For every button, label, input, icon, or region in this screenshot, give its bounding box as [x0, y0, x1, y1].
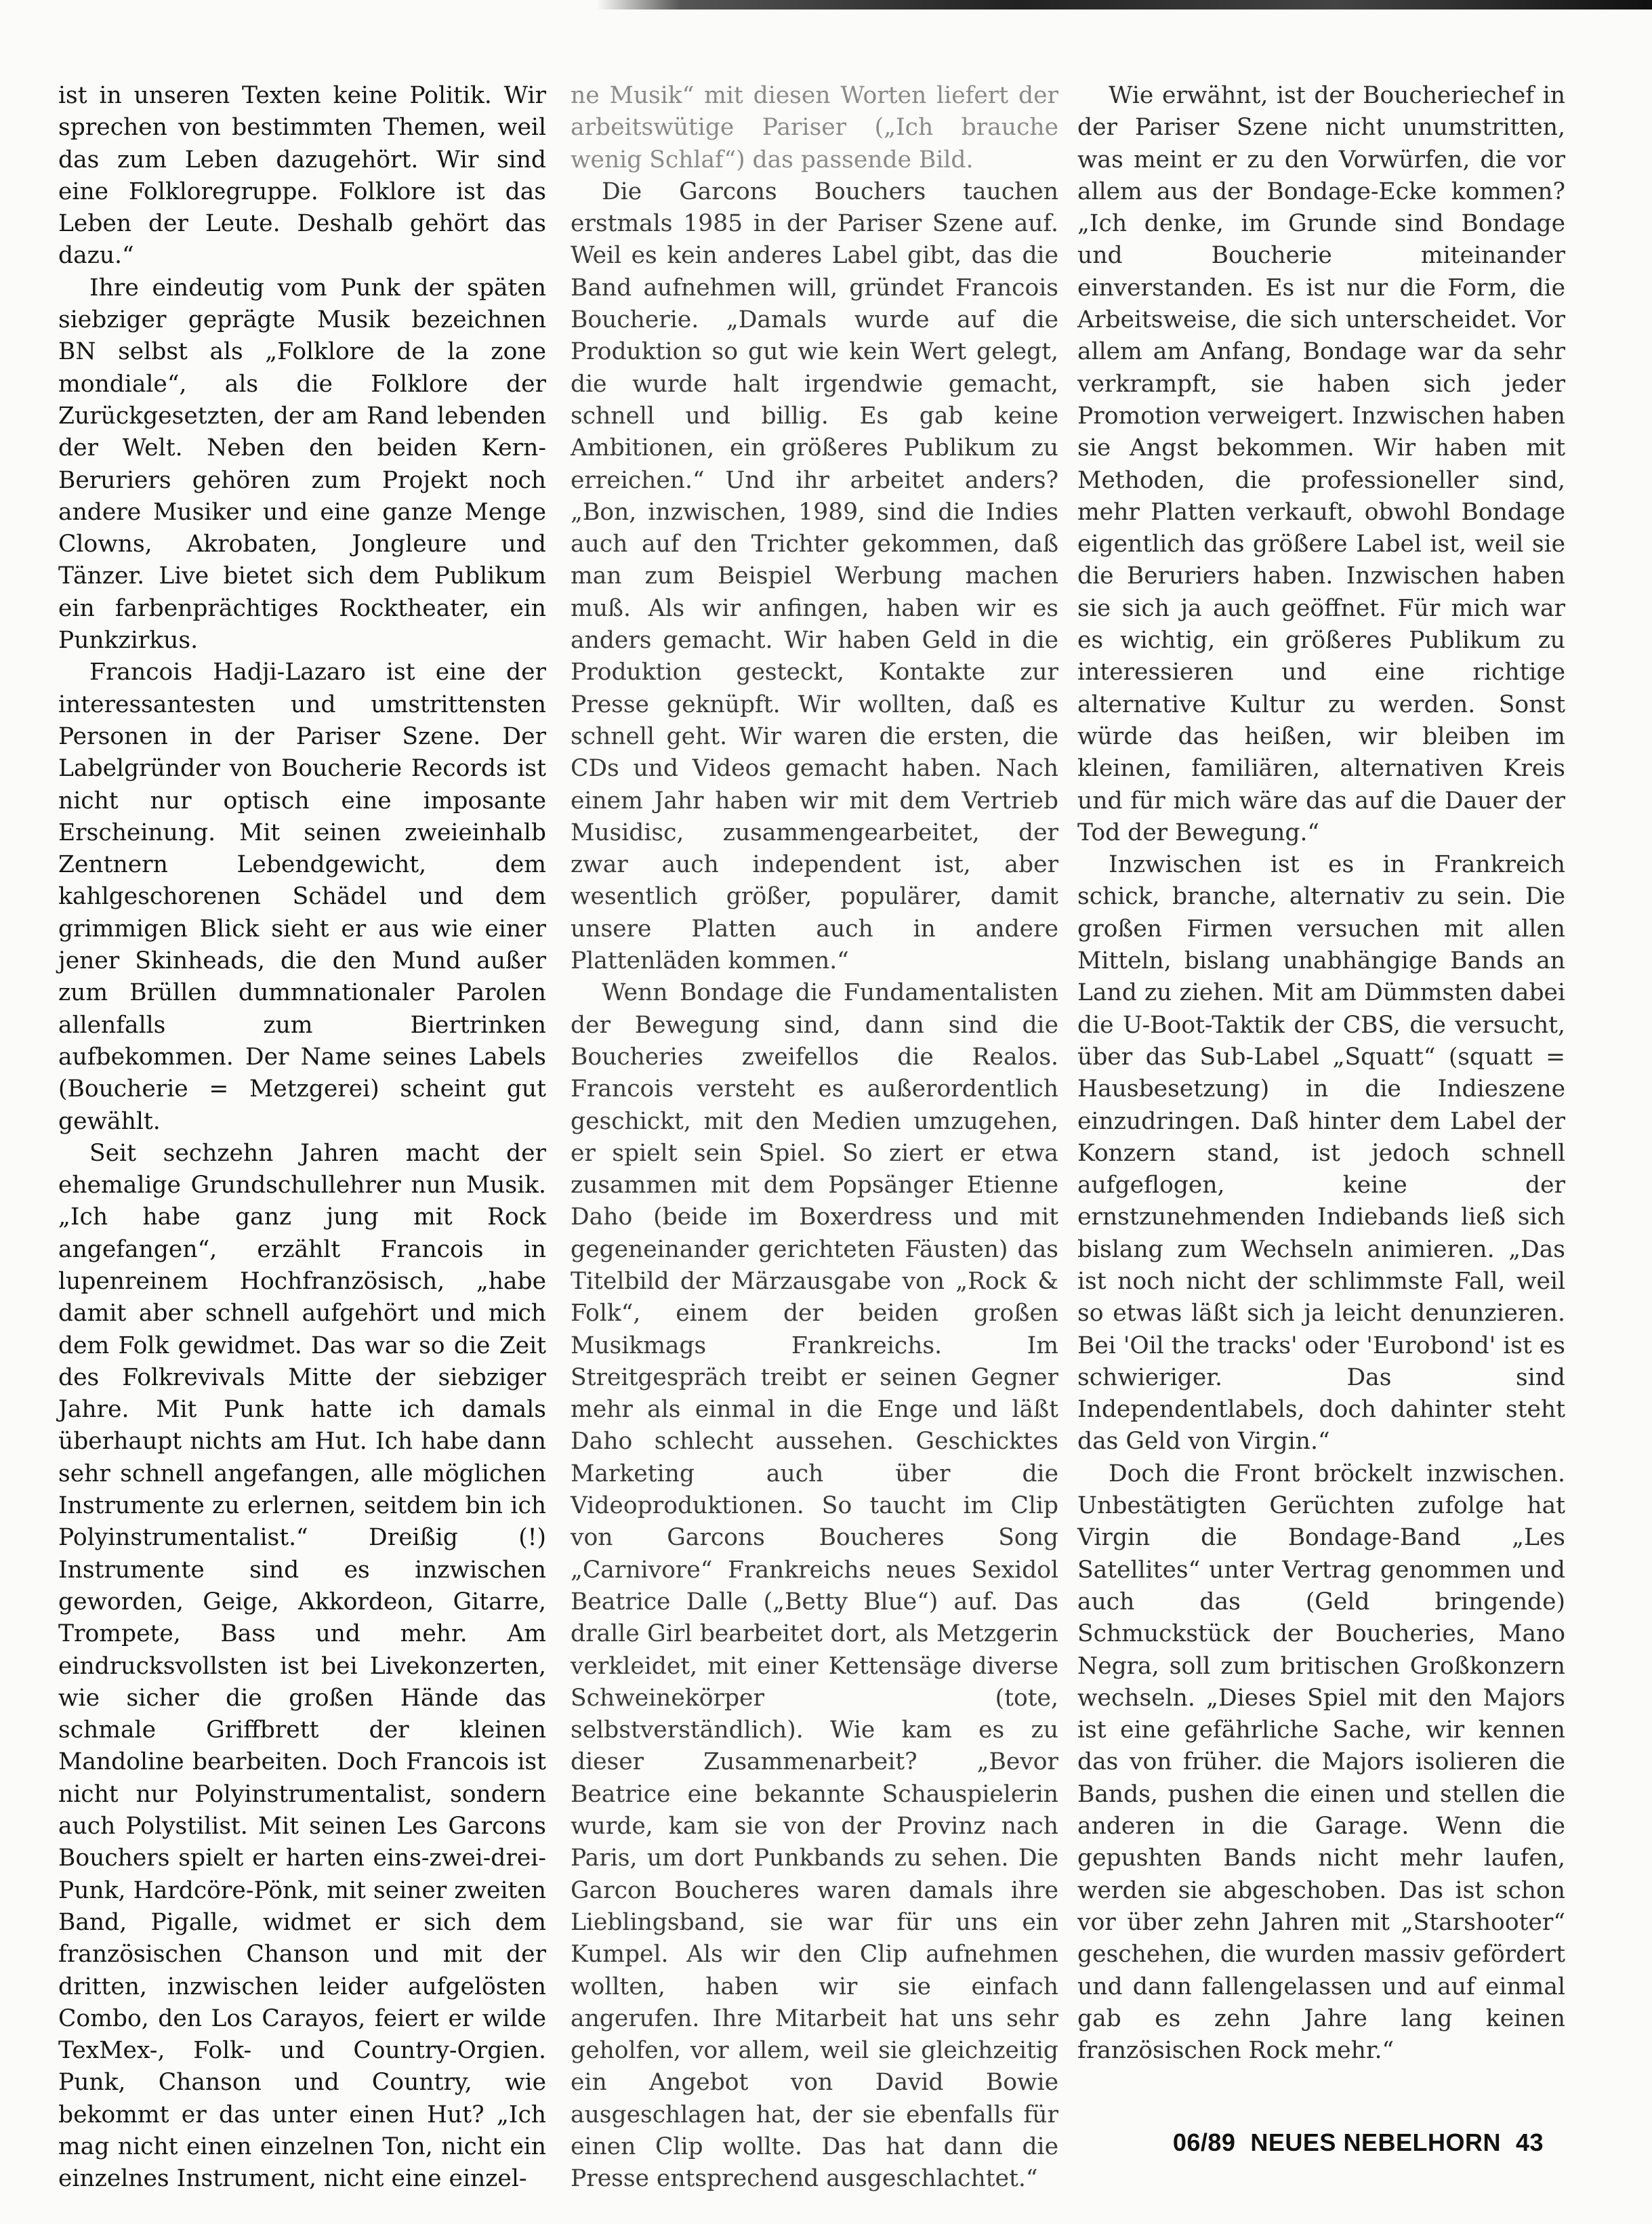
top-edge-strip	[596, 0, 1652, 9]
page-number: 43	[1515, 2128, 1544, 2156]
paragraph: Wie erwähnt, ist der Boucheriechef in der Pariser Szene nicht unumstritten, was meint er zu den Vorwürfen, die vor allem aus der Bondage-Ecke kommen? „Ich denke, im Grunde sind Bondage und Boucherie miteinander einverstanden. Es ist nur die Form, die Arbeitsweise, die sich unterscheidet. Vor allem am Anfang, Bondage war da sehr verkrampft, sie haben sich jeder Promotion verweigert. Inzwischen haben sie Angst bekommen. Wir haben mit Methoden, die professioneller sind, mehr Platten verkauft, obwohl Bondage eigentlich das größere Label ist, weil sie die Beruriers haben. Inzwischen haben sie sich ja auch geöffnet. Für mich war es wichtig, ein größeres Publikum zu interessieren und eine richtige alternative Kultur zu werden. Sonst würde das heißen, wir bleiben im kleinen, familiären, alternativen Kreis und für mich wäre das auf die Dauer der Tod der Bewegung.“	[1077, 82, 1565, 846]
paragraph: Seit sechzehn Jahren macht der ehemalige Grundschullehrer nun Musik. „Ich habe ganz jung mit Rock angefangen“, erzählt Francois in lupenreinem Hochfranzösisch, „habe damit aber schnell aufgehört und mich dem Folk gewidmet. Das war so die Zeit des Folkrevivals Mitte der siebziger Jahre. Mit Punk hatte ich damals überhaupt nichts am Hut. Ich habe dann sehr schnell angefangen, alle möglichen Instrumente zu erlernen, seitdem bin ich Polyinstrumentalist.“ Dreißig (!) Instrumente sind es inzwischen geworden, Geige, Akkordeon, Gitarre, Trompete, Bass und mehr. Am eindrucksvollsten ist bei Livekonzerten, wie sicher die großen Hände das schmale Griffbrett der kleinen Mandoline bearbeiten. Doch Francois ist nicht nur Polyinstrumentalist, sondern auch Polystilist. Mit seinen Les Garcons Bouchers spielt er harten eins-zwei-drei-Punk, Hardcöre-Pönk, mit seiner zweiten Band, Pigalle, widmet er sich dem französischen Chanson und mit der dritten, inzwischen leider aufgelösten Combo, den Los Carayos, feiert er wilde TexMex-, Folk- und Country-Orgien. Punk, Chanson und Country, wie bekommt er das unter einen Hut? „Ich mag nicht einen einzelnen Ton, nicht ein einzelnes Instrument, nicht eine einzel-	[58, 1139, 546, 2193]
paragraph: Doch die Front bröckelt inzwischen. Unbestätigten Gerüchten zufolge hat Virgin die Bondage-Band „Les Satellites“ unter Vertrag genommen und auch das (Geld bringende) Schmuckstück der Boucheries, Mano Negra, soll zum britischen Großkonzern wechseln. „Dieses Spiel mit den Majors ist eine gefährliche Sache, wir kennen das von früher. die Majors isolieren die Bands, pushen die einen und stellen die anderen in die Garage. Wenn die gepushten Bands nicht mehr laufen, werden sie abgeschoben. Das ist schon vor über zehn Jahren mit „Starshooter“ geschehen, die wurden massiv gefördert und dann fallengelassen und auf einmal gab es zehn Jahre lang keinen französischen Rock mehr.“	[1077, 1460, 1565, 2065]
page-footer	[1173, 2128, 1544, 2157]
text-column-2	[571, 80, 1058, 2196]
magazine-name: NEUES NEBELHORN	[1250, 2128, 1501, 2156]
text-column-3	[1077, 80, 1565, 2067]
paragraph: Francois Hadji-Lazaro ist eine der interessantesten und umstrittensten Personen in der Pariser Szene. Der Labelgründer von Boucherie Records ist nicht nur optisch eine imposante Erscheinung. Mit seinen zweieinhalb Zentnern Lebendgewicht, dem kahlgeschorenen Schädel und dem grimmigen Blick sieht er aus wie einer jener Skinheads, die den Mund außer zum Brüllen dummnationaler Parolen allenfalls zum Biertrinken aufbekommen. Der Name seines Labels (Boucherie = Metzgerei) scheint gut gewählt.	[58, 659, 546, 1135]
paragraph: Inzwischen ist es in Frankreich schick, branche, alternativ zu sein. Die großen Firmen versuchen mit allen Mitteln, bislang unabhängige Bands an Land zu ziehen. Mit am Dümmsten dabei die U-Boot-Taktik der CBS, die versucht, über das Sub-Label „Squatt“ (squatt = Hausbesetzung) in die Indieszene einzudringen. Daß hinter dem Label der Konzern stand, ist jedoch schnell aufgeflogen, keine der ernstzunehmenden Indiebands ließ sich bislang zum Wechseln animieren. „Das ist noch nicht der schlimmste Fall, weil so etwas läßt sich ja leicht denunzieren. Bei 'Oil the tracks' oder 'Eurobond' ist es schwieriger. Das sind Independentlabels, doch dahinter steht das Geld von Virgin.“	[1077, 851, 1565, 1456]
issue-number: 06/89	[1172, 2128, 1236, 2156]
paragraph: Die Garcons Bouchers tauchen erstmals 1985 in der Pariser Szene auf. Weil es kein anderes Label gibt, das die Band aufnehmen will, gründet Francois Boucherie. „Damals wurde auf die Produktion so gut wie kein Wert gelegt, die wurde halt irgendwie gemacht, schnell und billig. Es gab keine Ambitionen, ein größeres Publikum zu erreichen.“ Und ihr arbeitet anders? „Bon, inzwischen, 1989, sind die Indies auch auf den Trichter gekommen, daß man zum Beispiel Werbung machen muß. Als wir anfingen, haben wir es anders gemacht. Wir haben Geld in die Produktion gesteckt, Kontakte zur Presse geknüpft. Wir wollten, daß es schnell geht. Wir waren die ersten, die CDs und Videos gemacht haben. Nach einem Jahr haben wir mit dem Vertrieb Musidisc, zusammengearbeitet, der zwar auch independent ist, aber wesentlich größer, populärer, damit unsere Platten auch in andere Plattenläden kommen.“	[571, 178, 1058, 975]
paragraph: ne Musik“ mit diesen Worten liefert der arbeitswütige Pariser („Ich brauche wenig Schlaf“) das passende Bild.	[571, 82, 1058, 173]
text-column-1	[58, 80, 546, 2196]
paragraph: ist in unseren Texten keine Politik. Wir sprechen von bestimmten Themen, weil das zum Leben dazugehört. Wir sind eine Folkloregruppe. Folklore ist das Leben der Leute. Deshalb gehört das dazu.“	[58, 82, 546, 270]
paragraph: Ihre eindeutig vom Punk der späten siebziger geprägte Musik bezeichnen BN selbst als „Folklore de la zone mondiale“, als die Folklore der Zurückgesetzten, der am Rand lebenden der Welt. Neben den beiden Kern-Beruriers gehören zum Projekt noch andere Musiker und eine ganze Menge Clowns, Akrobaten, Jongleure und Tänzer. Live bietet sich dem Publikum ein farbenprächtiges Rocktheater, ein Punkzirkus.	[58, 274, 546, 655]
paragraph: Wenn Bondage die Fundamentalisten der Bewegung sind, dann sind die Boucheries zweifellos die Realos. Francois versteht es außerordentlich geschickt, mit den Medien umzugehen, er spielt sein Spiel. So ziert er etwa zusammen mit dem Popsänger Etienne Daho (beide im Boxerdress und mit gegeneinander gerichteten Fäusten) das Titelbild der Märzausgabe von „Rock & Folk“, einem der beiden großen Musikmags Frankreichs. Im Streitgespräch treibt er seinen Gegner mehr als einmal in die Enge und läßt Daho schlecht aussehen. Geschicktes Marketing auch über die Videoproduktionen. So taucht im Clip von Garcons Boucheres Song „Carnivore“ Frankreichs neues Sexidol Beatrice Dalle („Betty Blue“) auf. Das dralle Girl bearbeitet dort, als Metzgerin verkleidet, mit einer Kettensäge diverse Schweinekörper (tote, selbstverständlich). Wie kam es zu dieser Zusammenarbeit? „Bevor Beatrice eine bekannte Schauspielerin wurde, kam sie von der Provinz nach Paris, um dort Punkbands zu sehen. Die Garcon Boucheres waren damals ihre Lieblingsband, sie war für uns ein Kumpel. Als wir den Clip aufnehmen wollten, haben wir sie einfach angerufen. Ihre Mitarbeit hat uns sehr geholfen, vor allem, weil sie gleichzeitig ein Angebot von David Bowie ausgeschlagen hat, der sie ebenfalls für einen Clip wollte. Das hat dann die Presse entsprechend ausgeschlachtet.“	[571, 979, 1058, 2193]
